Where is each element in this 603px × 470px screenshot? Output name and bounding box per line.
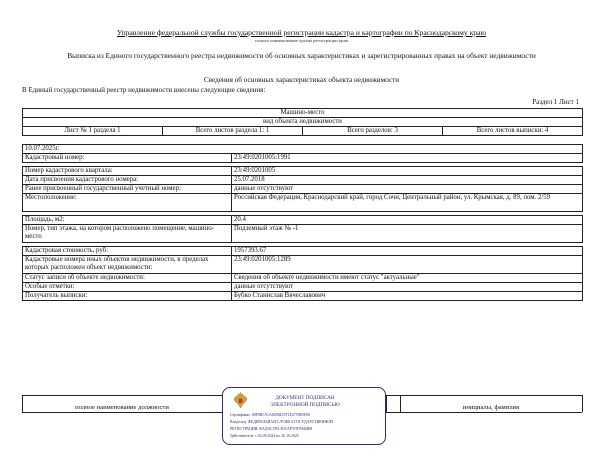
row-value: 23:49:0201005:1289: [232, 256, 583, 274]
row-label: Номер, тип этажа, на котором расположено помещение, машино-место: [23, 225, 232, 243]
row-label: Получатель выписки:: [23, 292, 232, 301]
row-value: Бубко Станислав Вячеславович: [232, 292, 583, 301]
extract-title: Выписка из Единого государственного реестра недвижимости об основных характеристиках и зарегистрированных правах на объект недвижимости: [67, 51, 536, 60]
agency-name: Управление федеральной службы государственной регистрации кадастра и картографии по Краснодарскому краю: [116, 28, 487, 37]
stamp-owner-line-2: РЕГИСТРАЦИИ, КАДАСТРА И КАРТОГРАФИИ: [230, 427, 313, 431]
row-label: Номер кадастрового квартала:: [23, 167, 232, 176]
row-label: Кадастровый номер:: [23, 154, 232, 163]
row-label: Статус записи об объекте недвижимости:: [23, 274, 232, 283]
stamp-validity: Действителен: с 02.09.2024 по 26.10.2025: [230, 434, 299, 438]
intro-text: В Единый государственный реестр недвижимости внесены следующие сведения:: [22, 86, 266, 94]
row-value: Подземный этаж № -1: [232, 225, 583, 243]
row-label: Ранее присвоенный государственный учетный номер:: [23, 185, 232, 194]
row-label: Площадь, м2:: [23, 216, 232, 225]
table-row: [23, 274, 583, 283]
row-value: данные отсутствуют: [232, 185, 583, 194]
table-row: [23, 256, 583, 274]
row-label: Кадастровая стоимость, руб:: [23, 247, 232, 256]
table-row: [23, 167, 583, 176]
row-label: Особые отметки:: [23, 283, 232, 292]
row-value: Сведения об объекте недвижимости имеют статус "актуальные": [232, 274, 583, 283]
total-sections: Всего разделов: 3: [303, 127, 443, 136]
table-row: [23, 194, 583, 212]
agency-name-caption: полное наименование органа регистрации прав: [255, 38, 348, 43]
sheet-number: Лист № 1 раздела 1: [23, 127, 163, 136]
row-value: данные отсутствуют: [232, 283, 583, 292]
row-value: 1957393.67: [232, 247, 583, 256]
stamp-certificate: Сертификат: 00F0BC91A8298437F1E2759E5F80: [230, 413, 311, 417]
table-row: [23, 225, 583, 243]
row-value: 23:49:0201005:1991: [232, 154, 583, 163]
object-type: Машино-место: [23, 109, 583, 118]
position-caption: полное наименование должности: [75, 404, 169, 411]
row-value: 20.4: [232, 216, 583, 225]
row-label: Дата присвоения кадастрового номера:: [23, 176, 232, 185]
table-row: [23, 283, 583, 292]
row-label: Кадастровые номера иных объектов недвижимости, в пределах которых расположен объект недвижимости:: [23, 256, 232, 274]
table-row: [23, 154, 583, 163]
table-row: [23, 247, 583, 256]
table-row: [23, 292, 583, 301]
stamp-owner-line-1: Владелец: ФЕДЕРАЛЬНАЯ СЛУЖБА ГОСУДАРСТВЕННОЙ: [230, 420, 333, 424]
section-title: Сведения об основных характеристиках объекта недвижимости: [203, 76, 400, 84]
row-value: 25.07.2018: [232, 176, 583, 185]
stamp-subtitle: ЭЛЕКТРОННОЙ ПОДПИСЬЮ: [270, 402, 340, 408]
electronic-signature-stamp: [222, 387, 386, 445]
table-row: [23, 185, 583, 194]
row-label: Местоположение:: [23, 194, 232, 212]
section-sheet-label: Раздел 1 Лист 1: [532, 98, 579, 106]
stamp-title: ДОКУМЕНТ ПОДПИСАН: [275, 395, 335, 401]
row-value: 23:49:0201005: [232, 167, 583, 176]
table-row: [23, 216, 583, 225]
characteristics-table: [22, 144, 583, 301]
row-value: Российская Федерация, Краснодарский край, город Сочи, Центральный район, ул. Крымская, д. 89, пом. 2/59: [232, 194, 583, 212]
extract-date: 10.07.2025г.: [23, 145, 583, 154]
signature-divider: [582, 395, 583, 412]
name-caption: инициалы, фамилия: [462, 404, 520, 411]
total-sheets-section: Всего листов раздела 1: 1: [163, 127, 303, 136]
object-header-table: [22, 108, 583, 136]
object-kind-caption: вид объекта недвижимости: [23, 118, 583, 127]
table-row: [23, 176, 583, 185]
total-sheets-extract: Всего листов выписки: 4: [443, 127, 583, 136]
